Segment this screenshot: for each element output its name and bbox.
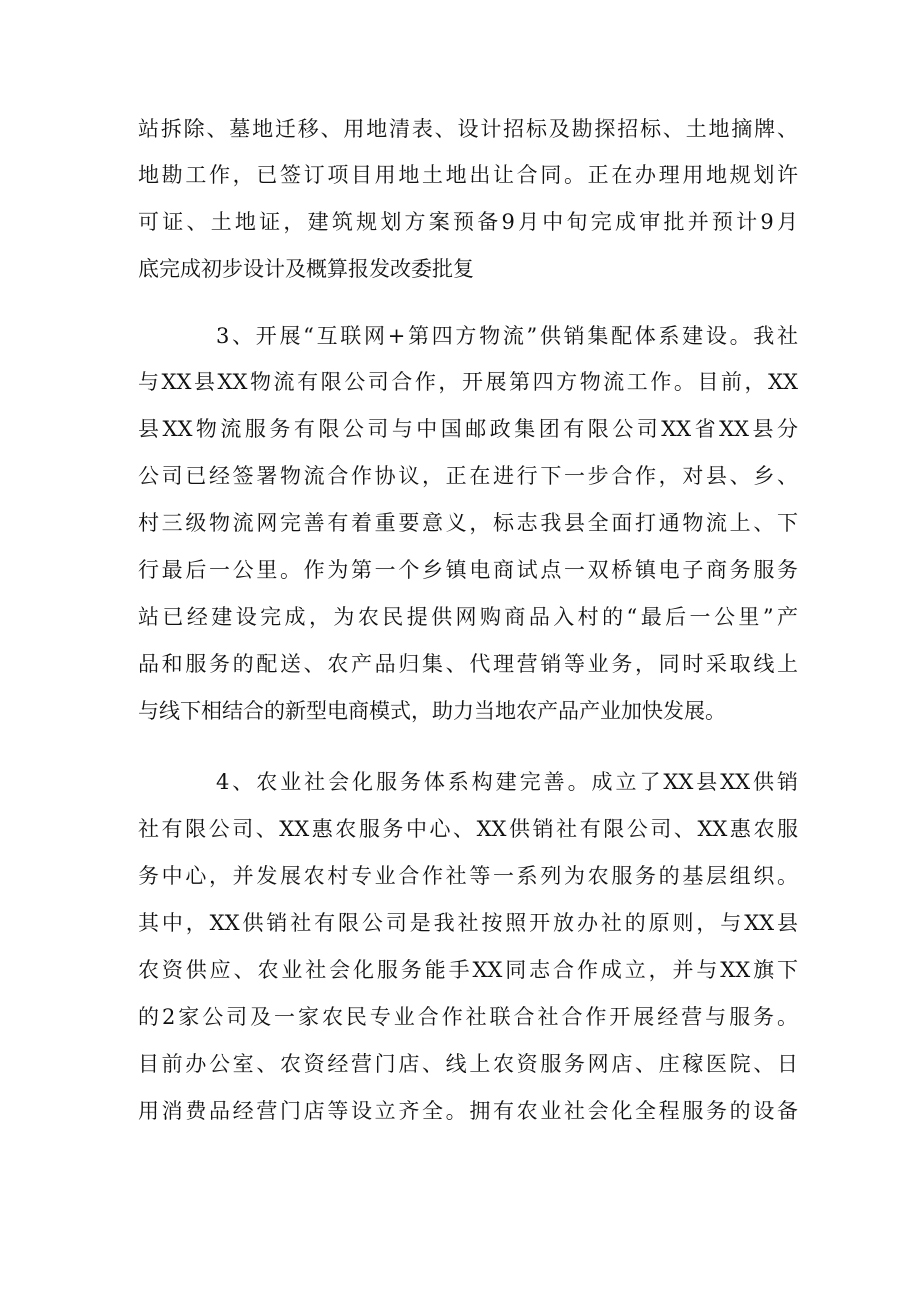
paragraph-2-line-4: 公司已经签署物流合作协议，正在进行下一步合作，对县、乡、 bbox=[138, 464, 798, 488]
paragraph-3-line-4: 其中，XX供销社有限公司是我社按照开放办社的原则，与XX县 bbox=[138, 911, 798, 935]
paragraph-2-line-1: 3、开展“互联网+第四方物流”供销集配体系建设。我社 bbox=[216, 324, 798, 348]
paragraph-3-line-3: 务中心，并发展农村专业合作社等一系列为农服务的基层组织。 bbox=[138, 864, 798, 888]
paragraph-3-line-5: 农资供应、农业社会化服务能手XX同志合作成立，并与XX旗下 bbox=[138, 958, 798, 982]
paragraph-3-line-6: 的2家公司及一家农民专业合作社联合社合作开展经营与服务。 bbox=[138, 1005, 798, 1029]
paragraph-1-line-4: 底完成初步设计及概算报发改委批复 bbox=[138, 257, 474, 281]
paragraph-3-line-2: 社有限公司、XX惠农服务中心、XX供销社有限公司、XX惠农服 bbox=[138, 817, 798, 841]
paragraph-2-line-5: 村三级物流网完善有着重要意义，标志我县全面打通物流上、下 bbox=[138, 511, 798, 535]
paragraph-3-line-7: 目前办公室、农资经营门店、线上农资服务网店、庄稼医院、日 bbox=[138, 1052, 798, 1076]
paragraph-3-line-1: 4、农业社会化服务体系构建完善。成立了XX县XX供销 bbox=[216, 770, 798, 794]
paragraph-1-line-1: 站拆除、墓地迁移、用地清表、设计招标及勘探招标、土地摘牌、 bbox=[138, 117, 798, 141]
paragraph-3-line-8: 用消费品经营门店等设立齐全。拥有农业社会化全程服务的设备 bbox=[138, 1099, 798, 1123]
paragraph-2-line-3: 县XX物流服务有限公司与中国邮政集团有限公司XX省XX县分 bbox=[138, 417, 798, 441]
paragraph-2-line-7: 站已经建设完成，为农民提供网购商品入村的“最后一公里”产 bbox=[138, 605, 798, 629]
paragraph-2-line-2: 与XX县XX物流有限公司合作，开展第四方物流工作。目前，XX bbox=[138, 370, 798, 394]
paragraph-2-line-6: 行最后一公里。作为第一个乡镇电商试点一双桥镇电子商务服务 bbox=[138, 558, 798, 582]
paragraph-2-line-9: 与线下相结合的新型电商模式，助力当地农产品产业加快发展。 bbox=[138, 699, 726, 723]
paragraph-2-line-8: 品和服务的配送、农产品归集、代理营销等业务，同时采取线上 bbox=[138, 652, 798, 676]
paragraph-1-line-3: 可证、土地证，建筑规划方案预备9月中旬完成审批并预计9月 bbox=[138, 210, 798, 234]
paragraph-1-line-2: 地勘工作，已签订项目用地土地出让合同。正在办理用地规划许 bbox=[138, 163, 798, 187]
